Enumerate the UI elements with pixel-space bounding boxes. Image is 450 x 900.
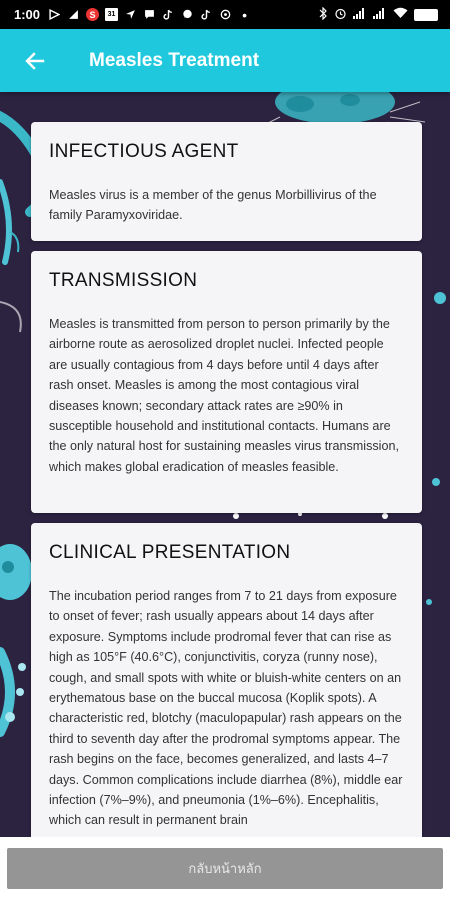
page-title: Measles Treatment [89, 49, 260, 71]
section-body: The incubation period ranges from 7 to 21 days from exposure to onset of fever; rash usually appears about 14 days after exposure. Symptoms include prodromal fever that can rise as high as 105°F (40.6°C), conjunctivitis, coryza (runny nose), cough, and small spots with white or bluish-white centers on an erythematous base on the buccal mucosa (Koplik spots). A characteristic red, blotchy (maculopapular) rash appears on the third to seventh day after the prodromal symptoms appear. The rash begins on the face, becomes generalized, and lasts 4–7 days. Common complications include diarrhea (8%), middle ear infection (7%–9%), and pneumonia (1%–6%). Encephalitis, which can result in permanent brain [49, 589, 403, 828]
whatsapp-icon [219, 8, 232, 21]
tiktok-icon [162, 8, 175, 21]
bottom-bar [0, 837, 450, 900]
arrow-left-icon [25, 51, 45, 71]
signal-bars-icon [353, 7, 367, 22]
bluetooth-icon [318, 7, 328, 23]
app-bar [0, 29, 450, 92]
status-system-icons [318, 7, 438, 23]
content-scroll-area[interactable] [0, 92, 450, 837]
wifi-icon [393, 7, 408, 22]
status-time: 1:00 [14, 7, 41, 22]
section-card-infectious-agent [31, 122, 422, 241]
battery-icon [414, 9, 438, 21]
section-body: Measles virus is a member of the genus Morbillivirus of the family Paramyxoviridae. [49, 188, 377, 223]
section-title: TRANSMISSION [49, 270, 198, 291]
section-body: Measles is transmitted from person to person primarily by the airborne route as aerosolized droplet nuclei. Infected people are usually contagious from 4 days before until 4 days after rash onset. Measles is among the most contagious viral diseases known; secondary attack rates are ≥90% in susceptible household and institutional contacts. Humans are the only natural host for sustaining measles virus transmission, which makes global eradication of measles feasible. [49, 317, 399, 474]
play-icon [48, 8, 61, 21]
alarm-icon [334, 7, 347, 23]
status-bar [0, 0, 450, 29]
tiktok-icon [200, 8, 213, 21]
chat-icon [181, 8, 194, 21]
back-button[interactable] [0, 29, 70, 92]
status-notification-icons [48, 8, 251, 21]
signal-bars-icon [373, 7, 387, 22]
signal-icon [67, 8, 80, 21]
navigation-icon [124, 8, 137, 21]
section-card-clinical-presentation [31, 523, 422, 837]
calendar-icon: 31 [105, 8, 118, 21]
message-icon [143, 8, 156, 21]
notification-badge-icon: S [86, 8, 99, 21]
section-title: INFECTIOUS AGENT [49, 141, 239, 162]
section-title: CLINICAL PRESENTATION [49, 542, 291, 563]
section-card-transmission [31, 251, 422, 513]
back-to-home-button[interactable]: กลับหน้าหลัก [7, 848, 443, 889]
more-icon: • [242, 6, 247, 23]
